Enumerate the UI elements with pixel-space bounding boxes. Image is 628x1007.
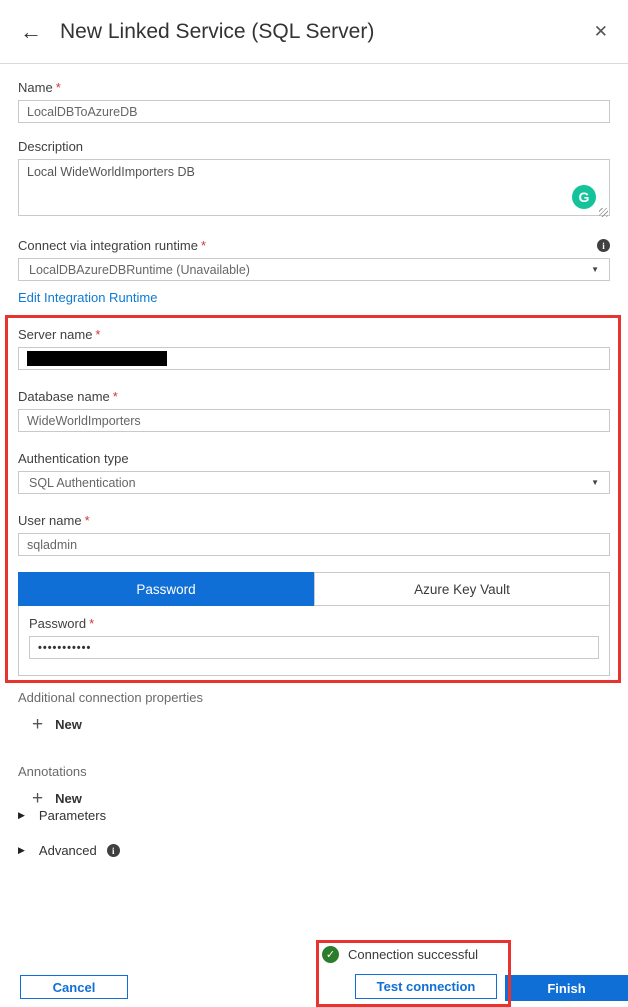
password-input[interactable]	[29, 636, 599, 659]
close-icon[interactable]: ✕	[593, 21, 608, 41]
password-tab-panel	[18, 606, 610, 676]
add-connection-property-button[interactable]	[32, 715, 610, 734]
chevron-down-icon: ▼	[591, 478, 599, 487]
password-label-text: Password	[29, 616, 87, 631]
database-name-label-text: Database name	[18, 389, 110, 404]
resize-grip-icon[interactable]	[599, 208, 608, 217]
redaction-bar	[27, 351, 167, 366]
grammarly-icon[interactable]: G	[572, 185, 596, 209]
annotations-section	[18, 764, 610, 808]
integration-runtime-dropdown[interactable]	[18, 258, 610, 281]
database-name-input[interactable]	[18, 409, 610, 432]
additional-properties-label: Additional connection properties	[18, 690, 204, 705]
required-asterisk: *	[200, 238, 206, 253]
plus-icon: +	[32, 788, 44, 809]
description-field-group	[18, 139, 610, 219]
server-name-label-text: Server name	[18, 327, 93, 342]
connection-settings-section	[18, 327, 610, 676]
description-textarea[interactable]	[18, 159, 610, 216]
tab-azure-key-vault[interactable]: Azure Key Vault	[314, 572, 610, 606]
chevron-right-icon: ▶	[18, 845, 25, 855]
name-label	[18, 80, 610, 95]
info-icon[interactable]: i	[107, 844, 120, 857]
required-asterisk: *	[55, 80, 61, 95]
auth-type-group	[18, 451, 610, 494]
tab-password[interactable]: Password	[18, 572, 314, 606]
dialog-header	[0, 0, 628, 64]
parameters-label: Parameters	[38, 808, 107, 823]
integration-runtime-group	[18, 238, 610, 305]
auth-type-value: SQL Authentication	[29, 475, 136, 490]
advanced-label: Advanced	[38, 843, 97, 858]
page-title: New Linked Service (SQL Server)	[60, 19, 375, 43]
cancel-button[interactable]: Cancel	[20, 975, 128, 999]
required-asterisk: *	[89, 616, 95, 631]
auth-type-dropdown[interactable]	[18, 471, 610, 494]
user-name-input[interactable]	[18, 533, 610, 556]
parameters-expander[interactable]	[18, 808, 610, 823]
test-connection-button[interactable]: Test connection	[355, 974, 497, 999]
info-icon[interactable]: i	[597, 239, 610, 252]
connection-status-text: Connection successful	[348, 947, 479, 962]
dialog-footer	[0, 938, 628, 1005]
server-name-group	[18, 327, 610, 370]
name-label-text: Name	[18, 80, 53, 95]
name-field-group	[18, 80, 610, 123]
new-button-label: New	[55, 717, 82, 732]
user-name-label-text: User name	[18, 513, 82, 528]
database-name-label	[18, 389, 610, 404]
chevron-right-icon: ▶	[18, 810, 25, 820]
chevron-down-icon: ▼	[591, 265, 599, 274]
additional-properties-section	[18, 690, 610, 734]
database-name-group	[18, 389, 610, 432]
required-asterisk: *	[84, 513, 90, 528]
edit-integration-runtime-link[interactable]: Edit Integration Runtime	[18, 290, 158, 305]
auth-type-label: Authentication type	[18, 451, 129, 466]
integration-runtime-label	[18, 238, 206, 253]
finish-button[interactable]: Finish	[505, 975, 628, 1001]
new-button-label: New	[55, 791, 82, 806]
advanced-expander[interactable]	[18, 843, 610, 858]
password-label	[29, 616, 599, 631]
server-name-input[interactable]	[18, 347, 610, 370]
required-asterisk: *	[95, 327, 101, 342]
credential-tabs	[18, 572, 610, 606]
back-arrow-icon[interactable]: ←	[20, 18, 42, 44]
user-name-label	[18, 513, 610, 528]
form-body	[0, 80, 628, 858]
name-input[interactable]	[18, 100, 610, 123]
annotations-label: Annotations	[18, 764, 87, 779]
server-name-label	[18, 327, 610, 342]
add-annotation-button[interactable]	[32, 789, 610, 808]
user-name-group	[18, 513, 610, 556]
connection-status-block	[322, 946, 507, 1001]
integration-runtime-value: LocalDBAzureDBRuntime (Unavailable)	[29, 262, 250, 277]
description-label: Description	[18, 139, 84, 154]
plus-icon: +	[32, 714, 44, 735]
required-asterisk: *	[112, 389, 118, 404]
integration-runtime-label-text: Connect via integration runtime	[18, 238, 198, 253]
success-check-icon: ✓	[322, 946, 339, 963]
